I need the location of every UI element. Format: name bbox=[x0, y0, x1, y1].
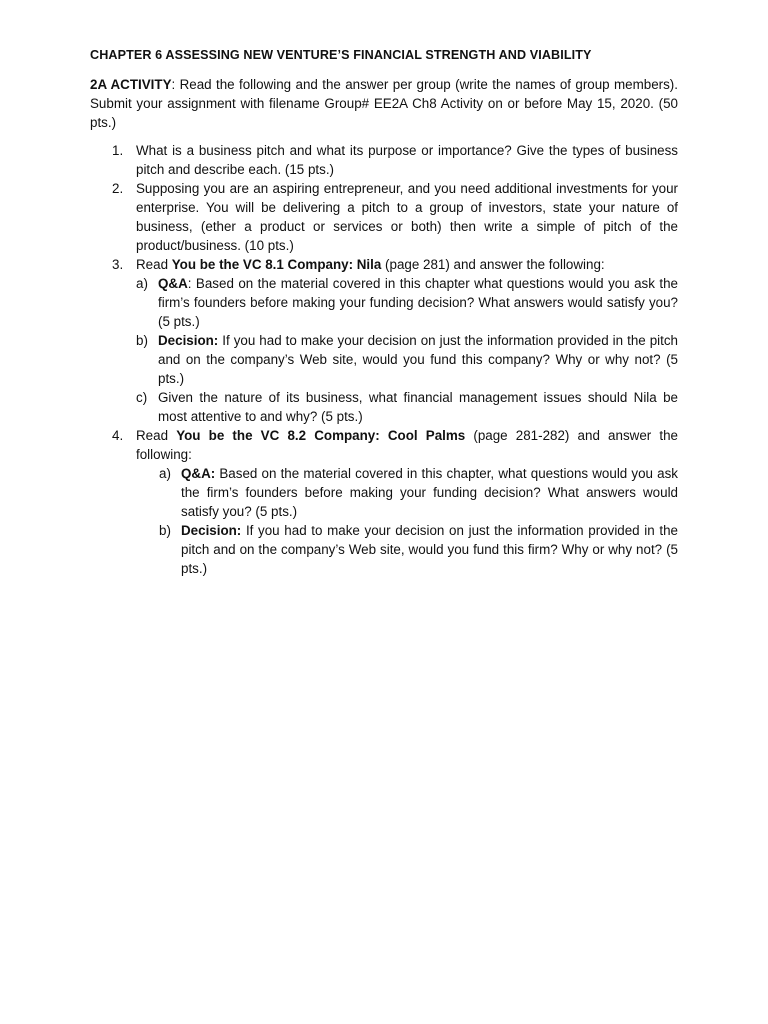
question-suffix: (page 281) and answer the following: bbox=[381, 257, 605, 272]
sub-question-text: If you had to make your decision on just the information provided in the pitch and on the company’s Web site, would you fund this firm? Why or why not? (5 pts.) bbox=[181, 523, 678, 576]
document-page bbox=[90, 46, 678, 578]
question-text: Supposing you are an aspiring entrepreneur, and you need additional investments for your enterprise. You will be delivering a pitch to a group of investors, state your nature of business, (ether a product or services or both) then write a simple of pitch of the product/business. (10 pts.) bbox=[136, 181, 678, 253]
activity-label: 2A ACTIVITY bbox=[90, 77, 172, 92]
chapter-title: CHAPTER 6 ASSESSING NEW VENTURE’S FINANCIAL STRENGTH AND VIABILITY bbox=[90, 48, 592, 62]
case-title: You be the VC 8.2 Company: Cool Palms bbox=[176, 428, 466, 443]
sub-question-text: Given the nature of its business, what financial management issues should Nila be most attentive to and why? (5 pts.) bbox=[158, 390, 678, 424]
sub-question-item bbox=[136, 331, 678, 388]
sub-question-letter: b) bbox=[136, 333, 148, 348]
sub-question-list bbox=[136, 274, 678, 426]
question-item-3 bbox=[90, 255, 678, 426]
question-text: What is a business pitch and what its purpose or importance? Give the types of business pitch and describe each. (15 pts.) bbox=[136, 143, 678, 177]
sub-question-letter: c) bbox=[136, 390, 148, 405]
activity-instructions: : Read the following and the answer per group (write the names of group members). Submit your assignment with filename Group# EE2A Ch8 Activity on or before May 15, 2020. (50 pts.) bbox=[90, 77, 678, 130]
question-list bbox=[90, 141, 678, 578]
question-prefix: Read bbox=[136, 257, 172, 272]
case-title: You be the VC 8.1 Company: Nila bbox=[171, 257, 382, 272]
sub-question-label: Q&A bbox=[158, 276, 188, 291]
question-number: 2. bbox=[112, 181, 124, 196]
question-prefix: Read bbox=[136, 428, 177, 443]
question-item-1 bbox=[90, 141, 678, 179]
question-number: 4. bbox=[112, 428, 124, 443]
sub-question-item bbox=[136, 521, 678, 578]
question-item-2 bbox=[90, 179, 678, 255]
sub-question-letter: b) bbox=[159, 523, 171, 538]
question-item-4 bbox=[90, 426, 678, 578]
sub-question-text: : Based on the material covered in this chapter what questions would you ask the firm’s founders before making your funding decision? What answers would satisfy you? (5 pts.) bbox=[158, 276, 678, 329]
sub-question-label: Decision: bbox=[158, 333, 219, 348]
sub-question-letter: a) bbox=[136, 276, 148, 291]
question-number: 1. bbox=[112, 143, 124, 158]
activity-intro bbox=[90, 75, 678, 132]
sub-question-label: Q&A: bbox=[181, 466, 216, 481]
sub-question-text: If you had to make your decision on just the information provided in the pitch and on the company’s Web site, would you fund this company? Why or why not? (5 pts.) bbox=[158, 333, 678, 386]
sub-question-item bbox=[136, 274, 678, 331]
sub-question-text: Based on the material covered in this chapter, what questions would you ask the firm’s founders before making your funding decision? What answers would satisfy you? (5 pts.) bbox=[181, 466, 678, 519]
sub-question-label: Decision: bbox=[181, 523, 242, 538]
question-number: 3. bbox=[112, 257, 124, 272]
sub-question-item bbox=[136, 388, 678, 426]
sub-question-letter: a) bbox=[159, 466, 171, 481]
question-suffix: (page 281-282) and answer the following: bbox=[136, 428, 678, 462]
sub-question-item bbox=[136, 464, 678, 521]
sub-question-list bbox=[136, 464, 678, 578]
